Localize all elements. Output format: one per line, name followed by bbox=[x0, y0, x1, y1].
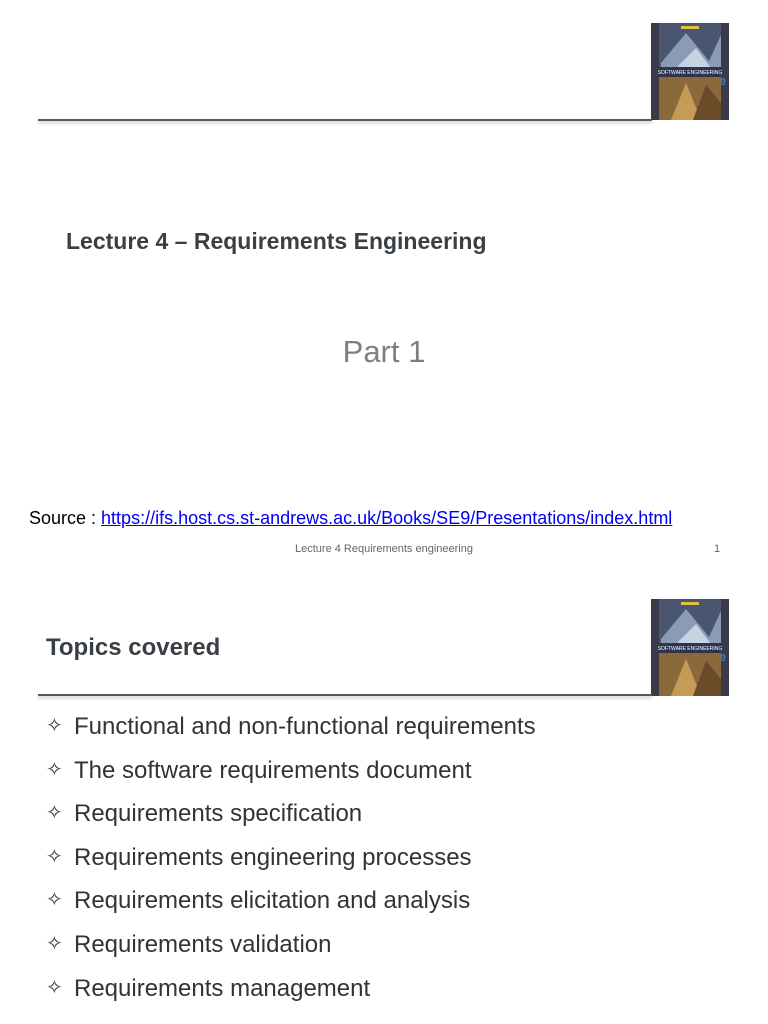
topic-text: Requirements validation bbox=[74, 930, 332, 958]
topic-text: Requirements elicitation and analysis bbox=[74, 887, 471, 915]
four-point-star-icon: ✧ bbox=[46, 758, 63, 781]
four-point-star-icon: ✧ bbox=[46, 889, 63, 912]
topic-text: Requirements specification bbox=[74, 800, 363, 828]
topic-item bbox=[46, 799, 536, 843]
cover-edition: 9 bbox=[720, 77, 726, 88]
cover-title: SOFTWARE ENGINEERING bbox=[657, 646, 723, 652]
four-point-star-icon: ✧ bbox=[46, 802, 63, 825]
cover-edition: 9 bbox=[720, 653, 726, 664]
part-subtitle: Part 1 bbox=[342, 334, 426, 369]
topic-item bbox=[46, 974, 536, 1018]
four-point-star-icon: ✧ bbox=[46, 845, 63, 868]
page-number: 1 bbox=[714, 543, 721, 555]
four-point-star-icon: ✧ bbox=[46, 715, 63, 737]
slide-title: Topics covered bbox=[46, 634, 221, 661]
topic-text: Requirements engineering processes bbox=[74, 843, 472, 871]
lecture-title: Lecture 4 – Requirements Engineering bbox=[66, 228, 487, 254]
slide-footer: Lecture 4 Requirements engineering bbox=[295, 543, 473, 555]
cover-title: SOFTWARE ENGINEERING bbox=[657, 70, 723, 76]
topic-text: Requirements management bbox=[74, 974, 371, 1002]
topic-text: The software requirements document bbox=[74, 756, 472, 784]
four-point-star-icon: ✧ bbox=[46, 976, 63, 999]
book-cover-image bbox=[651, 23, 729, 120]
four-point-star-icon: ✧ bbox=[46, 932, 63, 955]
topic-item bbox=[46, 886, 536, 930]
topic-item bbox=[46, 712, 536, 756]
book-cover-image bbox=[651, 599, 729, 696]
topics-slide bbox=[0, 576, 768, 1024]
topic-text: Functional and non-functional requirements bbox=[74, 713, 536, 740]
source-line bbox=[29, 508, 672, 529]
topic-item bbox=[46, 930, 536, 974]
source-link[interactable]: https://ifs.host.cs.st-andrews.ac.uk/Books/SE9/Presentations/index.html bbox=[101, 508, 673, 528]
source-label: Source : bbox=[29, 508, 102, 528]
header-rule bbox=[38, 119, 652, 121]
topic-item bbox=[46, 843, 536, 887]
topic-item bbox=[46, 756, 536, 800]
topics-list bbox=[46, 712, 536, 1017]
header-rule bbox=[38, 694, 652, 696]
